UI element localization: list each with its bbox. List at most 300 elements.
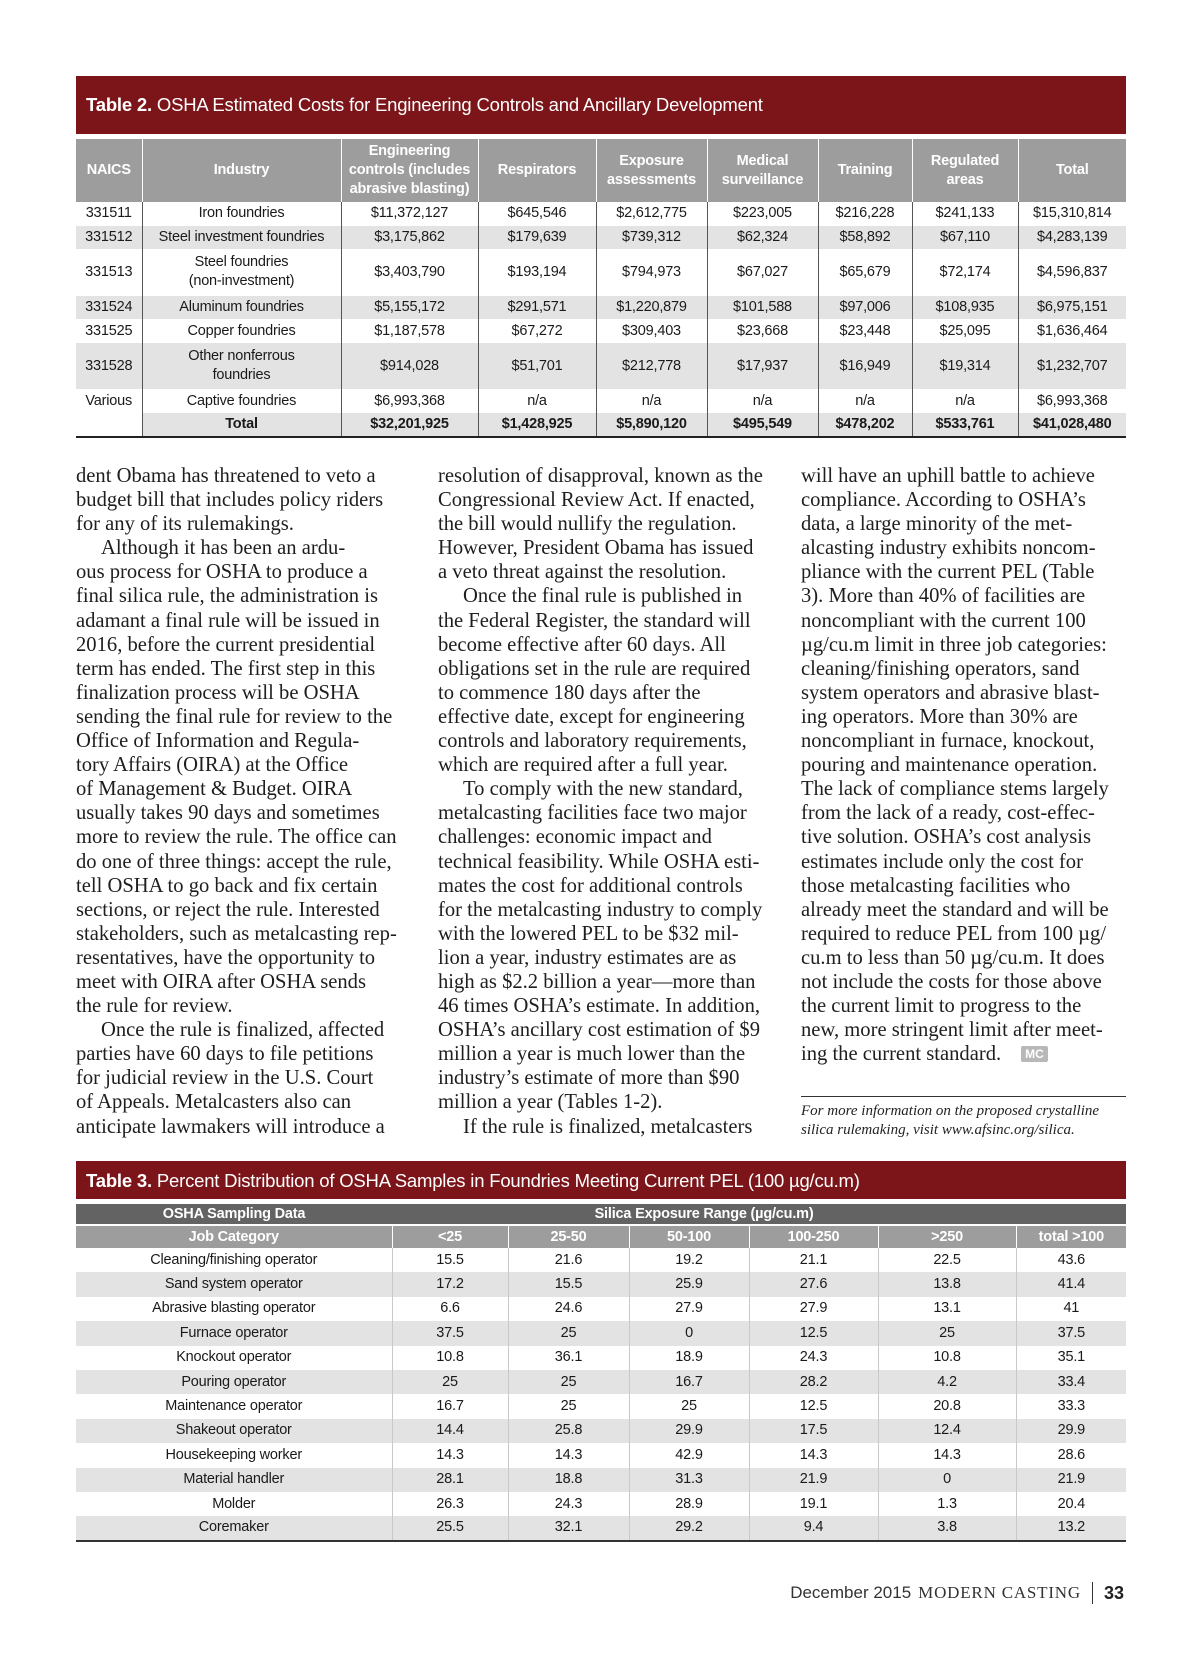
text-line: mates the cost for additional controls — [438, 874, 743, 897]
text-line: compliance. According to OSHA’s — [801, 489, 1086, 512]
table2-cell: Iron foundries — [142, 202, 341, 226]
table2-cell: $291,571 — [478, 296, 596, 320]
table3-value-cell: 42.9 — [629, 1443, 749, 1467]
text-line: become effective after 60 days. All — [438, 633, 726, 656]
table2-cell: $72,174 — [912, 249, 1018, 296]
table2-cell: $5,155,172 — [341, 296, 478, 320]
page-footer — [790, 1581, 1124, 1605]
text-line: ing operators. More than 30% are — [801, 705, 1078, 728]
table3-job-category: Pouring operator — [76, 1370, 392, 1394]
text-line: 46 times OSHA’s estimate. In addition, — [438, 995, 761, 1018]
paragraph — [438, 584, 768, 777]
table3-value-cell: 21.9 — [749, 1468, 878, 1492]
text-line: a veto threat against the resolution. — [438, 561, 727, 584]
table3-value-cell: 19.1 — [749, 1492, 878, 1516]
table3-value-cell: 25.9 — [629, 1272, 749, 1296]
table3-value-cell: 10.8 — [878, 1346, 1016, 1370]
table2 — [76, 76, 1126, 438]
table3-value-cell: 14.3 — [878, 1443, 1016, 1467]
table3-job-category: Cleaning/finishing operator — [150, 1251, 318, 1268]
table2-cell: $23,668 — [707, 319, 818, 343]
table2-cell: $101,588 — [707, 296, 818, 320]
paragraph — [438, 777, 768, 1114]
table3-value-cell: 20.8 — [878, 1394, 1016, 1418]
table2-cell: Aluminum foundries — [142, 296, 341, 320]
text-line: metalcasting facilities face two major — [438, 802, 747, 825]
table2-cell: $6,993,368 — [1018, 389, 1126, 413]
text-line: parties have 60 days to file petitions — [76, 1043, 374, 1066]
table2-total-cell: $533,761 — [912, 413, 1018, 437]
table3-group-header-empty — [1016, 1204, 1126, 1225]
text-line: 2016, before the current presidential — [76, 633, 376, 656]
table3-value-cell: 24.6 — [508, 1297, 629, 1321]
table2-total-cell: $495,549 — [707, 413, 818, 437]
table3-value-cell: 14.3 — [508, 1443, 629, 1467]
table3-value-cell: 37.5 — [392, 1321, 508, 1345]
table3-row — [76, 1370, 1126, 1394]
table2-header-cell: Exposure assessments — [596, 139, 707, 202]
table2-cell: 331511 — [85, 205, 132, 222]
table3-header-cell: 25-50 — [508, 1225, 629, 1248]
text-line: of Appeals. Metalcasters also can — [76, 1091, 352, 1114]
table2-cell: $3,403,790 — [341, 249, 478, 296]
table3-value-cell: 41 — [1016, 1297, 1126, 1321]
table2-cell: $4,596,837 — [1018, 249, 1126, 296]
table2-cell: $58,892 — [818, 226, 912, 250]
text-line: for judicial review in the U.S. Court — [76, 1067, 374, 1090]
table2-total-row — [76, 413, 1126, 437]
text-line: Office of Information and Regula- — [76, 730, 360, 753]
table2-total-cell: $478,202 — [818, 413, 912, 437]
table3-header-cell: <25 — [392, 1225, 508, 1248]
table2-cell: $223,005 — [707, 202, 818, 226]
table2-cell: 331513 — [85, 263, 133, 280]
table2-cell: $2,612,775 — [596, 202, 707, 226]
table2-cell: $6,993,368 — [341, 389, 478, 413]
text-line: more to review the rule. The office can — [76, 826, 397, 849]
table2-cell: Steel foundries (non-investment) — [142, 249, 341, 296]
table3-value-cell: 24.3 — [749, 1346, 878, 1370]
text-line: anticipate lawmakers will introduce a — [76, 1115, 385, 1138]
text-line: ous process for OSHA to produce a — [76, 561, 368, 584]
table3-value-cell: 33.3 — [1016, 1394, 1126, 1418]
table3-row — [76, 1468, 1126, 1492]
table3-job-category: Sand system operator — [76, 1272, 392, 1296]
table2-cell: $914,028 — [341, 343, 478, 390]
table3-value-cell: 10.8 — [392, 1346, 508, 1370]
table3-value-cell: 25 — [878, 1321, 1016, 1345]
text-line: sections, or reject the rule. Interested — [76, 898, 380, 921]
text-line: will have an uphill battle to achieve — [801, 465, 1095, 487]
table2-total-cell: $1,428,925 — [478, 413, 596, 437]
table3-value-cell: 27.6 — [749, 1272, 878, 1296]
table3-row — [76, 1297, 1126, 1321]
paragraph — [438, 464, 768, 584]
text-line: high as $2.2 billion a year—more than — [438, 970, 756, 993]
table3-value-cell: 13.2 — [1016, 1516, 1126, 1540]
table2-cell: $1,232,707 — [1018, 343, 1126, 390]
table2-title: OSHA Estimated Costs for Engineering Controls and Ancillary Development — [156, 94, 763, 115]
table2-cell: $1,187,578 — [341, 319, 478, 343]
text-line: obligations set in the rule are required — [438, 657, 751, 680]
table2-header-cell: Industry — [142, 139, 341, 202]
table3-header-row — [76, 1225, 1126, 1248]
text-line: Once the final rule is published in — [463, 585, 743, 608]
table3-value-cell: 31.3 — [629, 1468, 749, 1492]
text-line: If the rule is finalized, metalcasters — [463, 1115, 753, 1138]
text-line: final silica rule, the administration is — [76, 585, 378, 608]
table3-group-header-sampling: OSHA Sampling Data — [76, 1204, 392, 1225]
text-line: noncompliant in furnace, knockout, — [801, 730, 1095, 753]
table3-value-cell: 14.3 — [749, 1443, 878, 1467]
table3-value-cell: 9.4 — [749, 1516, 878, 1540]
table2-row — [76, 249, 1126, 296]
paragraph — [801, 464, 1131, 1066]
footer-magazine-name: MODERN CASTING — [918, 1583, 1081, 1602]
text-line: noncompliant with the current 100 — [801, 609, 1086, 632]
text-line-content: ing the current standard. — [801, 1043, 1002, 1066]
table3-header-cell: 100-250 — [749, 1225, 878, 1248]
text-line: the current limit to progress to the — [801, 995, 1082, 1018]
table3-job-category: Knockout operator — [176, 1349, 292, 1366]
table2-title-bar — [76, 76, 1126, 134]
text-line: million a year is much lower than the — [438, 1043, 746, 1066]
text-line: cu.m to less than 50 µg/cu.m. It does — [801, 946, 1105, 969]
table2-cell: $97,006 — [818, 296, 912, 320]
table2-cell: Captive foundries — [142, 389, 341, 413]
table2-cell: $309,403 — [596, 319, 707, 343]
text-line: stakeholders, such as metalcasting rep- — [76, 922, 397, 945]
table3-value-cell: 21.1 — [749, 1248, 878, 1272]
table3-value-cell: 17.2 — [392, 1272, 508, 1296]
table3-value-cell: 35.1 — [1016, 1346, 1126, 1370]
table3-value-cell: 25.8 — [508, 1419, 629, 1443]
more-info-note — [801, 1096, 1126, 1141]
table3-value-cell: 12.4 — [878, 1419, 1016, 1443]
text-line: for the metalcasting industry to comply — [438, 898, 763, 921]
text-line: with the lowered PEL to be $32 mil- — [438, 922, 739, 945]
table3-value-cell: 16.7 — [629, 1370, 749, 1394]
table3-value-cell: 12.5 — [749, 1394, 878, 1418]
table3-value-cell: 41.4 — [1016, 1272, 1126, 1296]
table3-value-cell: 12.5 — [749, 1321, 878, 1345]
paragraph — [438, 1115, 768, 1139]
table2-cell: $645,546 — [478, 202, 596, 226]
text-line: tory Affairs (OIRA) at the Office — [76, 754, 349, 777]
table3-header-cell: >250 — [878, 1225, 1016, 1248]
table2-header-cell: Training — [818, 139, 912, 202]
text-line: tell OSHA to go back and fix certain — [76, 874, 378, 897]
table2-header-cell: Total — [1018, 139, 1126, 202]
table2-cell: $67,027 — [707, 249, 818, 296]
table2-grid — [76, 139, 1126, 438]
table2-total-label: Total — [142, 413, 341, 437]
table2-cell: $241,133 — [912, 202, 1018, 226]
table3-value-cell: 25 — [508, 1321, 629, 1345]
text-line: meet with OIRA after OSHA sends — [76, 970, 366, 993]
table3-value-cell: 6.6 — [392, 1297, 508, 1321]
text-line: lion a year, industry estimates are as — [438, 946, 737, 969]
table3-value-cell: 21.9 — [1016, 1468, 1126, 1492]
text-line: the Federal Register, the standard will — [438, 609, 751, 632]
table2-cell: $739,312 — [596, 226, 707, 250]
table3-title: Percent Distribution of OSHA Samples in Foundries Meeting Current PEL (100 µg/cu.m) — [156, 1170, 860, 1191]
table2-cell: $23,448 — [818, 319, 912, 343]
table3-value-cell: 18.8 — [508, 1468, 629, 1492]
table3 — [76, 1161, 1126, 1542]
table3-row — [76, 1492, 1126, 1516]
article-column-3 — [801, 464, 1131, 1066]
text-line: usually takes 90 days and sometimes — [76, 802, 380, 825]
text-line: Congressional Review Act. If enacted, — [438, 489, 755, 512]
table3-job-category: Furnace operator — [76, 1321, 392, 1345]
table2-row — [76, 296, 1126, 320]
text-line: pliance with the current PEL (Table — [801, 561, 1095, 584]
text-line — [801, 1042, 1131, 1066]
text-line: resolution of disapproval, known as the — [438, 465, 763, 487]
table3-job-category: Molder — [212, 1495, 256, 1512]
text-line: not include the costs for those above — [801, 970, 1102, 993]
table2-cell: $51,701 — [478, 343, 596, 390]
article-column-1 — [76, 464, 406, 1139]
table3-value-cell: 24.3 — [508, 1492, 629, 1516]
table2-row — [76, 343, 1126, 390]
table3-value-cell: 29.9 — [629, 1419, 749, 1443]
table3-row — [76, 1321, 1126, 1345]
table3-job-category: Maintenance operator — [165, 1398, 303, 1415]
text-line: finalization process will be OSHA — [76, 681, 360, 704]
table3-value-cell: 25.5 — [392, 1516, 508, 1540]
table3-row — [76, 1248, 1126, 1272]
table2-row — [76, 202, 1126, 226]
table3-value-cell: 29.9 — [1016, 1419, 1126, 1443]
table2-cell: n/a — [707, 389, 818, 413]
table3-value-cell: 1.3 — [878, 1492, 1016, 1516]
table3-value-cell: 15.5 — [392, 1248, 508, 1272]
text-line: the rule for review. — [76, 995, 233, 1018]
text-line: million a year (Tables 1-2). — [438, 1091, 663, 1114]
table3-value-cell: 37.5 — [1016, 1321, 1126, 1345]
text-line: adamant a final rule will be issued in — [76, 609, 380, 632]
text-line: required to reduce PEL from 100 µg/ — [801, 922, 1107, 945]
table3-value-cell: 15.5 — [508, 1272, 629, 1296]
text-line: which are required after a full year. — [438, 754, 728, 777]
table3-value-cell: 17.5 — [749, 1419, 878, 1443]
text-line: µg/cu.m limit in three job categories: — [801, 633, 1107, 656]
table2-cell: $108,935 — [912, 296, 1018, 320]
table2-cell: $17,937 — [707, 343, 818, 390]
table2-cell: Other nonferrous foundries — [142, 343, 341, 390]
table3-row — [76, 1516, 1126, 1540]
text-line: data, a large minority of the met- — [801, 513, 1073, 536]
text-line: challenges: economic impact and — [438, 826, 712, 849]
table2-cell: $19,314 — [912, 343, 1018, 390]
text-line: resentatives, have the opportunity to — [76, 946, 376, 969]
table2-cell: 331512 — [76, 226, 142, 250]
text-line: controls and laboratory requirements, — [438, 730, 747, 753]
table3-job-category: Abrasive blasting operator — [152, 1300, 316, 1317]
table2-cell: $11,372,127 — [341, 202, 478, 226]
table2-cell: Steel investment foundries — [142, 226, 341, 250]
table2-cell: $65,679 — [818, 249, 912, 296]
text-line: cleaning/finishing operators, sand — [801, 657, 1080, 680]
table3-value-cell: 13.1 — [878, 1297, 1016, 1321]
paragraph — [76, 536, 406, 1018]
table2-header-row — [76, 139, 1126, 202]
table2-header-cell: Respirators — [478, 139, 596, 202]
table2-header-cell: Engineering controls (includes abrasive blasting) — [341, 139, 478, 202]
table2-cell: $1,220,879 — [596, 296, 707, 320]
table3-value-cell: 33.4 — [1016, 1370, 1126, 1394]
table2-cell: $1,636,464 — [1018, 319, 1126, 343]
text-line: to commence 180 days after the — [438, 681, 701, 704]
table3-value-cell: 25 — [508, 1370, 629, 1394]
table2-cell: 331528 — [76, 343, 142, 390]
table3-row — [76, 1394, 1126, 1418]
table2-cell: $67,110 — [912, 226, 1018, 250]
table3-header-cell: Job Category — [76, 1225, 392, 1248]
text-line: tive solution. OSHA’s cost analysis — [801, 826, 1092, 849]
text-line: estimates include only the cost for — [801, 850, 1083, 873]
table3-header-cell: total >100 — [1016, 1225, 1126, 1248]
table3-value-cell: 28.1 — [392, 1468, 508, 1492]
text-line: Although it has been an ardu- — [101, 537, 346, 560]
table2-row — [76, 389, 1126, 413]
table3-value-cell: 32.1 — [508, 1516, 629, 1540]
table2-cell: n/a — [478, 389, 596, 413]
text-line: alcasting industry exhibits noncom- — [801, 537, 1096, 560]
table3-row — [76, 1346, 1126, 1370]
text-line: However, President Obama has issued — [438, 537, 754, 560]
table3-value-cell: 36.1 — [508, 1346, 629, 1370]
table2-row — [76, 226, 1126, 250]
table3-row — [76, 1272, 1126, 1296]
paragraph — [76, 464, 406, 536]
table2-cell: $62,324 — [707, 226, 818, 250]
table2-cell: Copper foundries — [142, 319, 341, 343]
table3-value-cell: 13.8 — [878, 1272, 1016, 1296]
table3-job-category: Coremaker — [76, 1516, 392, 1540]
footer-separator — [1092, 1582, 1093, 1604]
table2-cell: n/a — [818, 389, 912, 413]
note-line: For more information on the proposed crystalline — [801, 1103, 1100, 1119]
table3-value-cell: 25 — [508, 1394, 629, 1418]
table2-cell: n/a — [912, 389, 1018, 413]
text-line: from the lack of a ready, cost-effec- — [801, 802, 1095, 825]
text-line: those metalcasting facilities who — [801, 874, 1071, 897]
table3-value-cell: 3.8 — [878, 1516, 1016, 1540]
text-line: To comply with the new standard, — [463, 778, 743, 801]
table2-cell: $67,272 — [478, 319, 596, 343]
table3-value-cell: 14.4 — [392, 1419, 508, 1443]
text-line: new, more stringent limit after meet- — [801, 1019, 1103, 1042]
article-column-2 — [438, 464, 768, 1139]
table3-grid — [76, 1204, 1126, 1542]
table2-cell: $3,175,862 — [341, 226, 478, 250]
paragraph — [76, 1018, 406, 1138]
table3-value-cell: 29.2 — [629, 1516, 749, 1540]
text-line: system operators and abrasive blast- — [801, 681, 1100, 704]
table2-cell: $212,778 — [596, 343, 707, 390]
table2-body — [76, 202, 1126, 437]
table3-value-cell: 25 — [392, 1370, 508, 1394]
text-line: the bill would nullify the regulation. — [438, 513, 737, 536]
footer-issue-date: December 2015 — [790, 1583, 912, 1602]
text-line: do one of three things: accept the rule, — [76, 850, 392, 873]
table2-cell: $216,228 — [818, 202, 912, 226]
table2-total-cell: $32,201,925 — [341, 413, 478, 437]
text-line: of Management & Budget. OIRA — [76, 778, 353, 801]
table3-value-cell: 43.6 — [1016, 1248, 1126, 1272]
table2-cell: $794,973 — [596, 249, 707, 296]
table3-value-cell: 28.2 — [749, 1370, 878, 1394]
table3-value-cell: 27.9 — [749, 1297, 878, 1321]
table2-header-cell: Regulated areas — [912, 139, 1018, 202]
table3-value-cell: 0 — [878, 1468, 1016, 1492]
table2-cell: $6,975,151 — [1018, 296, 1126, 320]
table3-value-cell: 26.3 — [392, 1492, 508, 1516]
text-line: OSHA’s ancillary cost estimation of $9 — [438, 1019, 761, 1042]
table3-value-cell: 25 — [629, 1394, 749, 1418]
table3-label: Table 3. — [86, 1170, 152, 1191]
table3-value-cell: 18.9 — [629, 1346, 749, 1370]
text-line: term has ended. The first step in this — [76, 657, 376, 680]
table2-cell: $16,949 — [818, 343, 912, 390]
table3-value-cell: 28.9 — [629, 1492, 749, 1516]
table3-value-cell: 19.2 — [629, 1248, 749, 1272]
table2-label: Table 2. — [86, 94, 152, 115]
text-line: Once the rule is finalized, affected — [101, 1019, 385, 1042]
table3-row — [76, 1443, 1126, 1467]
table2-row — [76, 319, 1126, 343]
table2-cell: $4,283,139 — [1018, 226, 1126, 250]
note-line: silica rulemaking, visit www.afsinc.org/silica. — [801, 1122, 1075, 1139]
table3-value-cell: 27.9 — [629, 1297, 749, 1321]
text-line: technical feasibility. While OSHA esti- — [438, 850, 760, 873]
text-line: budget bill that includes policy riders — [76, 489, 384, 512]
table3-job-category: Shakeout operator — [76, 1419, 392, 1443]
table3-value-cell: 21.6 — [508, 1248, 629, 1272]
table2-cell: $15,310,814 — [1018, 202, 1126, 226]
text-line: industry’s estimate of more than $90 — [438, 1067, 740, 1090]
text-line: already meet the standard and will be — [801, 898, 1109, 921]
table3-value-cell: 22.5 — [878, 1248, 1016, 1272]
end-of-article-mark: MC — [1021, 1046, 1048, 1062]
table2-total-cell: $41,028,480 — [1018, 413, 1126, 437]
table2-header-cell: NAICS — [76, 139, 142, 202]
table2-cell: 331525 — [85, 322, 133, 339]
table3-value-cell: 28.6 — [1016, 1443, 1126, 1467]
table2-total-cell: $5,890,120 — [596, 413, 707, 437]
table3-value-cell: 14.3 — [392, 1443, 508, 1467]
text-line: sending the final rule for review to the — [76, 705, 393, 728]
table2-total-empty-cell — [76, 413, 142, 437]
text-line: dent Obama has threatened to veto a — [76, 465, 376, 487]
table2-cell: $193,194 — [478, 249, 596, 296]
table3-value-cell: 16.7 — [392, 1394, 508, 1418]
page-number: 33 — [1103, 1582, 1124, 1603]
table2-cell: n/a — [596, 389, 707, 413]
text-line: 3). More than 40% of facilities are — [801, 585, 1086, 608]
text-line: pouring and maintenance operation. — [801, 754, 1098, 777]
table3-job-category: Housekeeping worker — [165, 1446, 302, 1463]
table3-body — [76, 1248, 1126, 1541]
table3-title-bar — [76, 1161, 1126, 1199]
table3-group-header-exposure: Silica Exposure Range (µg/cu.m) — [392, 1204, 1016, 1225]
text-line: The lack of compliance stems largely — [801, 778, 1109, 801]
text-line: for any of its rulemakings. — [76, 513, 294, 536]
table3-row — [76, 1419, 1126, 1443]
